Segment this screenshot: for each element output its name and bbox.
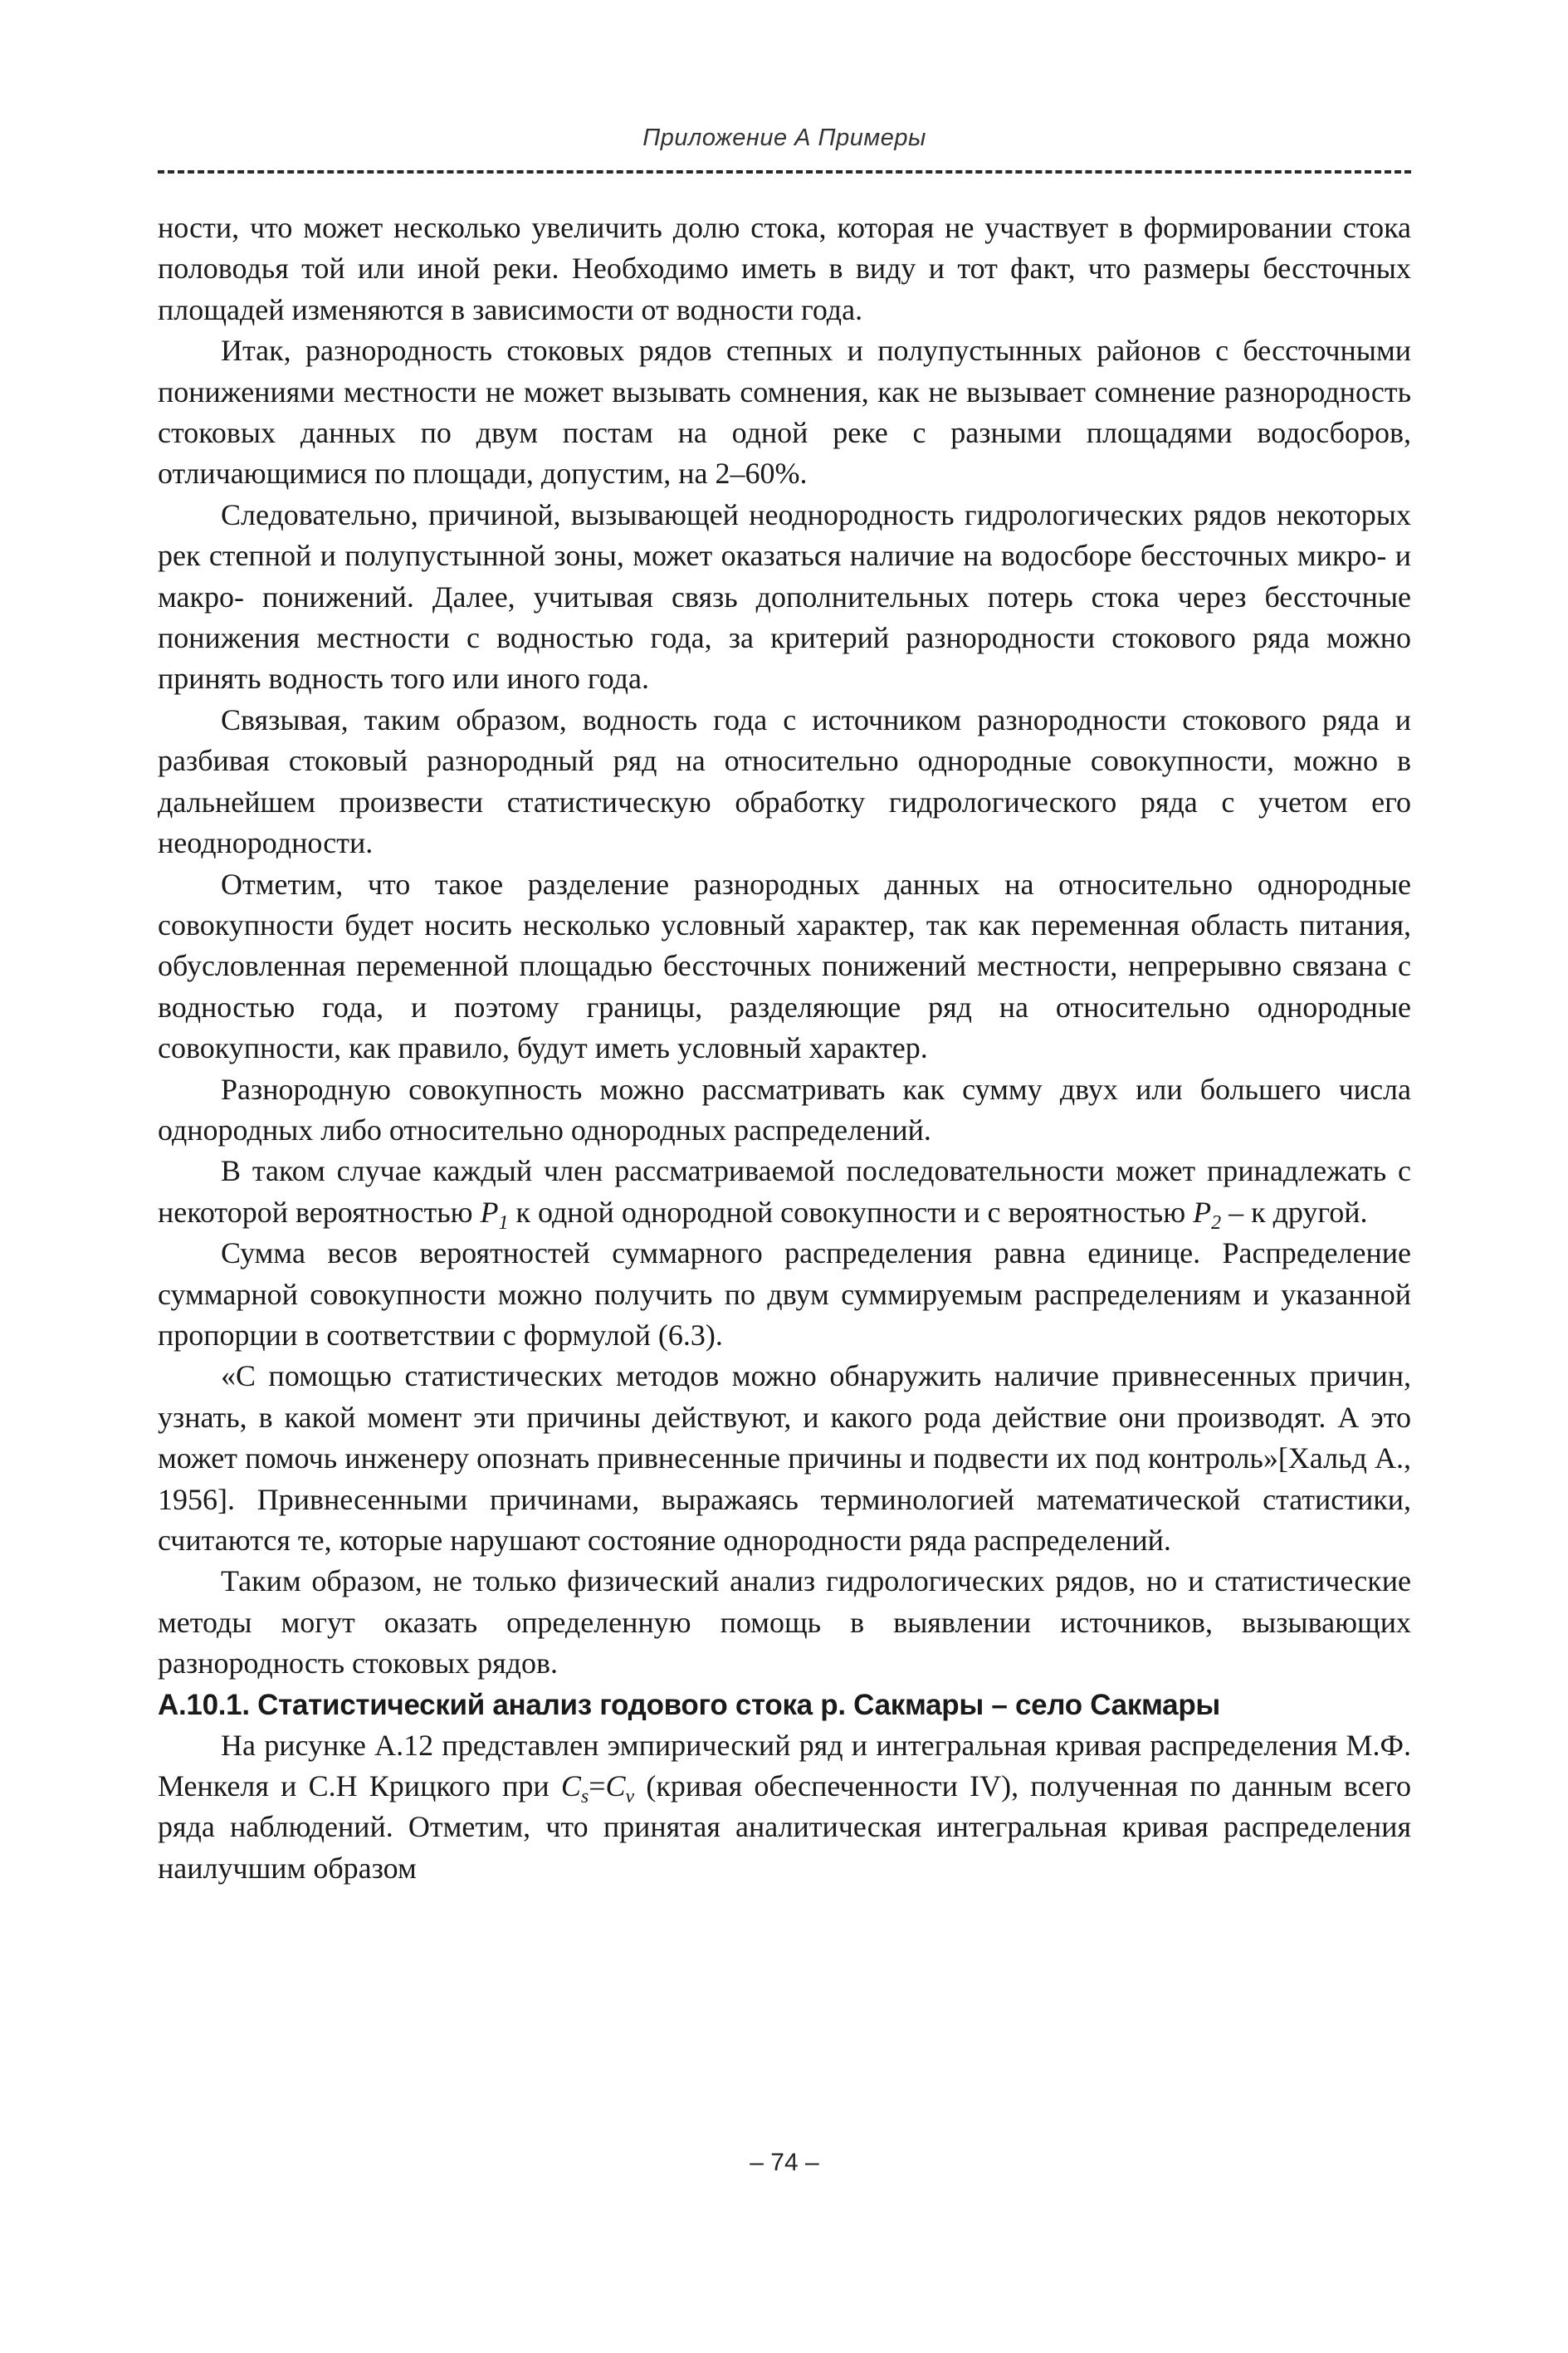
paragraph-probabilities <box>158 1151 1411 1233</box>
paragraph: Итак, разнородность стоковых рядов степных и полупустынных районов с бессточными понижениями местности не может вызывать сомнения, как не вызывает сомнение разнородность стоковых данных по двум постам на одной реке с разными площадями водосборов, отличающимися по площади, допустим, на 2–60%. <box>158 334 1411 491</box>
probability-symbol-p1: $P_1$ <box>480 1195 509 1234</box>
paragraph: Связывая, таким образом, водность года с источником разнородности стокового ряда и разбивая стоковый разнородный ряд на относительно однородные совокупности, можно в дальнейшем произвести статистическую обработку гидрологического ряда с учетом его неоднородности. <box>158 702 1411 860</box>
page-number: – 74 – <box>750 2149 819 2176</box>
main-text <box>158 208 1411 1889</box>
paragraph-text: к одной однородной совокупности и с вероятностью <box>508 1195 1194 1229</box>
paragraph-text: – к другой. <box>1221 1195 1368 1229</box>
paragraph-quote: «С помощью статистических методов можно обнаружить наличие привнесенных причин, узнать, в какой момент эти причины действуют, и какого рода действие они производят. А это может помочь инженеру опознать привнесенные причины и подвести их под контроль»[Хальд А., 1956]. Привнесенными причинами, выражаясь терминологией математической статистики, считаются те, которые нарушают состояние однородности ряда распределений. <box>158 1359 1411 1557</box>
header-dashed-rule <box>158 170 1411 174</box>
paragraph-continued: ности, что может несколько увеличить долю стока, которая не участвует в формировании стока половодья той или иной реки. Необходимо иметь в виду и тот факт, что размеры бессточных площадей изменяются в зависимости от водности года. <box>158 211 1411 326</box>
paragraph: Таким образом, не только физический анализ гидрологических рядов, но и статистические методы могут оказать определенную помощь в выявлении источников, вызывающих разнородность стоковых рядов. <box>158 1564 1411 1680</box>
equals-sign: = <box>589 1769 606 1803</box>
running-header: Приложение А Примеры <box>642 125 926 151</box>
section-heading: А.10.1. Статистический анализ годового стока р. Сакмары – село Сакмары <box>158 1688 1220 1721</box>
coefficient-cv: $C_v$ <box>605 1769 635 1808</box>
paragraph: Разнородную совокупность можно рассматривать как сумму двух или большего числа однородных либо относительно однородных распределений. <box>158 1072 1411 1147</box>
paragraph-text: (кривая обеспеченности IV), полученная по данным всего ряда наблюдений. Отметим, что принятая аналитическая интегральная кривая распределения наилучшим образом <box>158 1769 1411 1885</box>
paragraph: Следовательно, причиной, вызывающей неоднородность гидрологических рядов некоторых рек степной и полупустынной зоны, может оказаться наличие на водосборе бессточных микро- и макро- понижений. Далее, учитывая связь дополнительных потерь стока через бессточные понижения местности с водностью года, за критерий разнородности стокового ряда можно принять водность того или иного года. <box>158 497 1411 696</box>
paragraph-text: В таком случае каждый член рассматриваемой последовательности может принадлежать с некоторой вероятностью <box>158 1154 1411 1229</box>
section-paragraph <box>158 1725 1411 1890</box>
probability-symbol-p2: $P_2$ <box>1193 1195 1222 1234</box>
paragraph: Отметим, что такое разделение разнородных данных на относительно однородные совокупности будет носить несколько условный характер, так как переменная область питания, обусловленная переменной площадью бессточных понижений местности, непрерывно связана с водностью года, и поэтому границы, разделяющие ряд на относительно однородные совокупности, как правило, будут иметь условный характер. <box>158 867 1411 1065</box>
coefficient-cs: $C_s$ <box>560 1769 589 1808</box>
paragraph-text: На рисунке А.12 представлен эмпирический ряд и интегральная кривая распределения М.Ф. Менкеля и С.Н Крицкого при <box>158 1728 1411 1803</box>
paragraph: Сумма весов вероятностей суммарного распределения равна единице. Распределение суммарной совокупности можно получить по двум суммируемым распределениям и указанной пропорции в соответствии с формулой (6.3). <box>158 1236 1411 1352</box>
